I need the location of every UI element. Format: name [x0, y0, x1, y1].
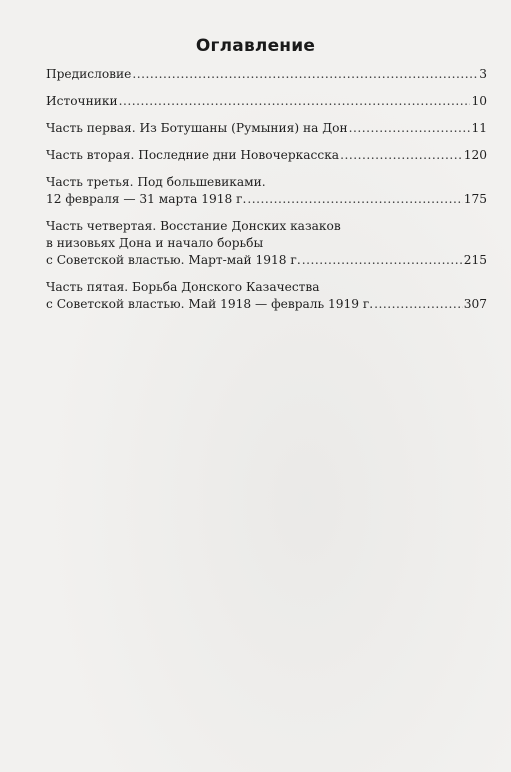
toc-entry-title: Часть четвертая. Восстание Донских казаков	[46, 219, 341, 233]
toc-entry-title: Источники	[46, 94, 118, 108]
toc-entry-part-3	[46, 174, 487, 208]
dot-leader	[349, 120, 471, 137]
toc-entry-part-2	[46, 147, 487, 164]
toc-entry-title: Часть пятая. Борьба Донского Казачества	[46, 280, 320, 294]
toc-entry-title: Часть вторая. Последние дни Новочеркасска	[46, 148, 340, 162]
toc-entry-title-continued: в низовьях Дона и начало борьбы	[46, 236, 264, 250]
toc-entry-title: Часть третья. Под большевиками.	[46, 175, 266, 189]
toc-entry-title-continued: 12 февраля — 31 марта 1918 г.	[46, 192, 247, 206]
toc-page-number: 11	[471, 121, 487, 135]
toc-page-number: 10	[471, 94, 487, 108]
table-of-contents	[46, 66, 487, 313]
dot-leader	[119, 93, 471, 110]
toc-entry-preface	[46, 66, 487, 83]
toc-entry-title: Часть первая. Из Ботушаны (Румыния) на Дон	[46, 121, 348, 135]
dot-leader	[374, 296, 463, 313]
toc-entry-sources	[46, 93, 487, 110]
toc-entry-title-continued: с Советской властью. Март-май 1918 г.	[46, 253, 301, 267]
toc-entry-part-5	[46, 279, 487, 313]
toc-entry-part-4	[46, 218, 487, 269]
toc-page-number: 215	[463, 253, 487, 267]
toc-page-number: 3	[479, 67, 487, 81]
dot-leader	[302, 252, 463, 269]
toc-entry-part-1	[46, 120, 487, 137]
toc-page-number: 175	[463, 192, 487, 206]
page-title: Оглавление	[195, 36, 316, 56]
toc-entry-title: Предисловие	[46, 67, 132, 81]
dot-leader	[132, 66, 478, 83]
dot-leader	[247, 191, 462, 208]
toc-page-number: 120	[463, 148, 487, 162]
dot-leader	[340, 147, 463, 164]
toc-page-number: 307	[463, 297, 487, 311]
toc-entry-title-continued: с Советской властью. Май 1918 — февраль 1919 г.	[46, 297, 374, 311]
